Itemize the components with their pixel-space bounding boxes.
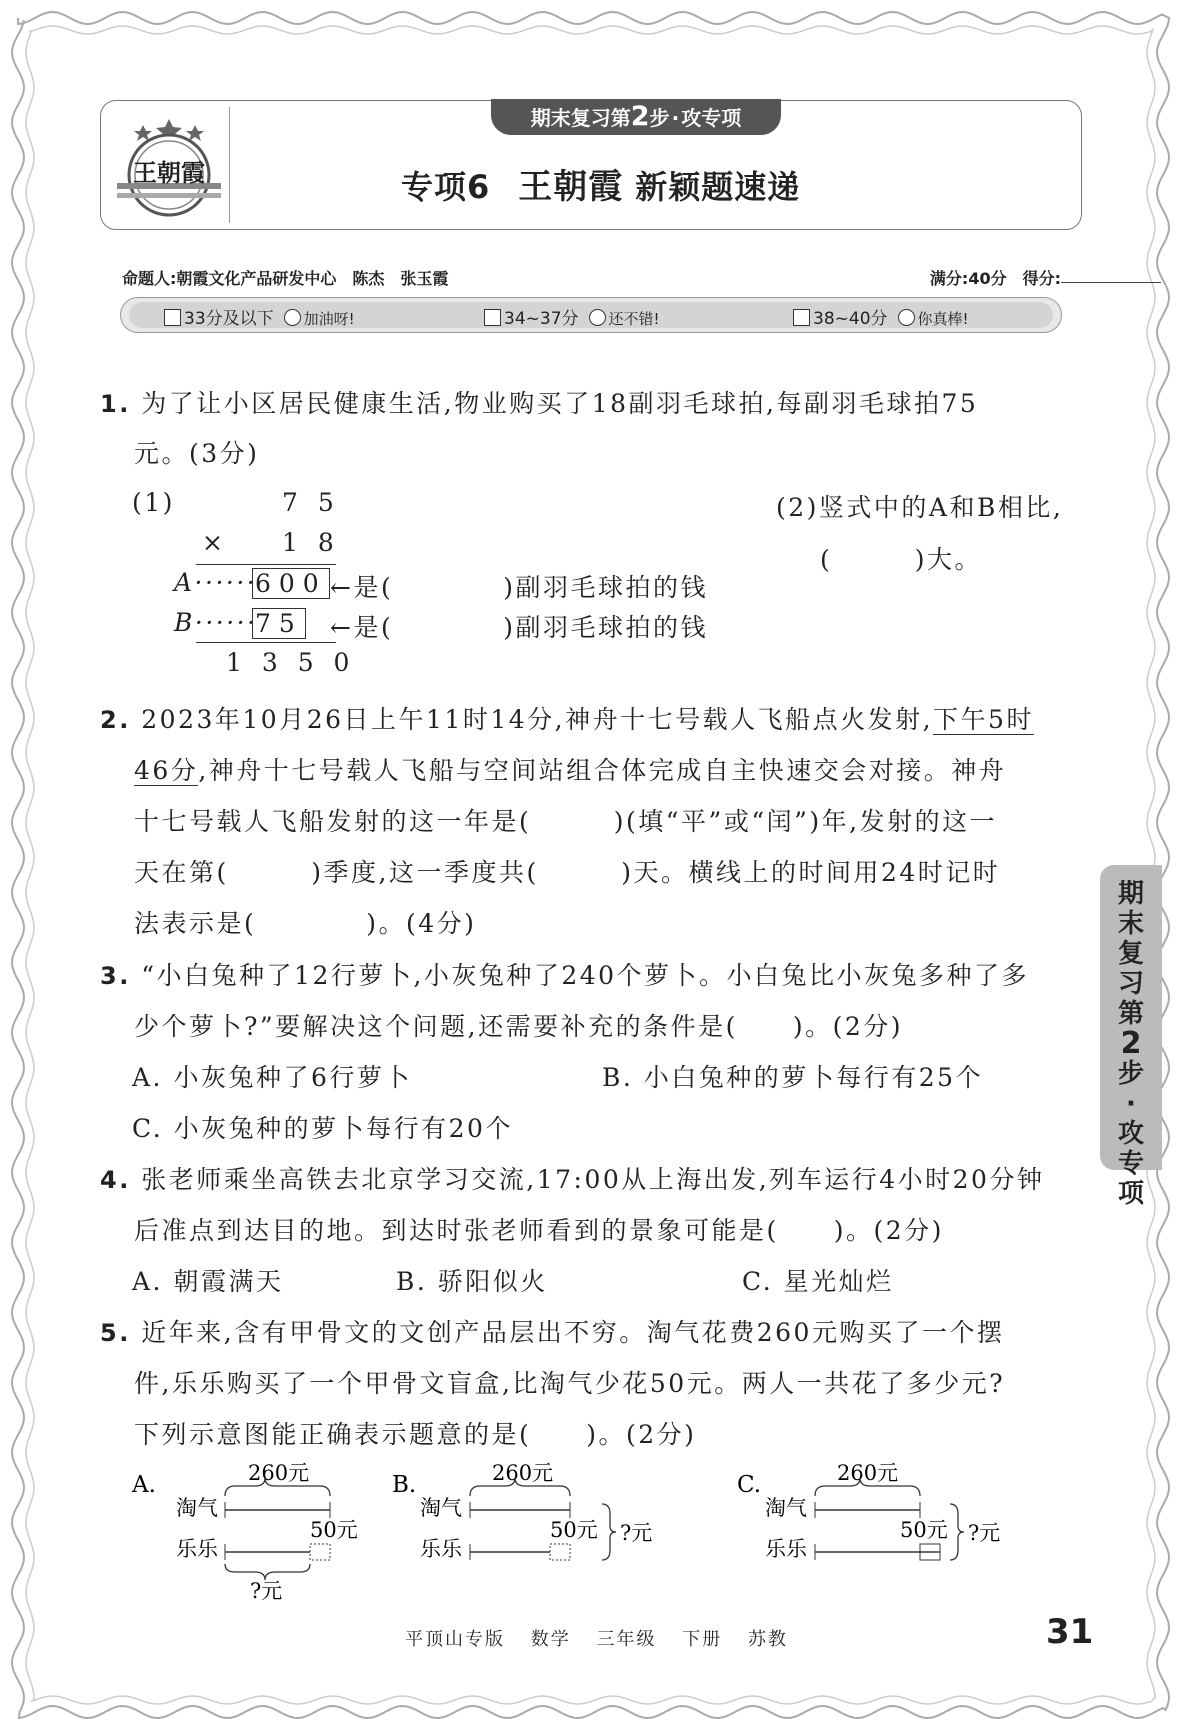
- diagram-b[interactable]: [392, 1461, 652, 1561]
- q1-text-1: 为了让小区居民健康生活,物业购买了18副羽毛球拍,每副羽毛球拍75: [141, 389, 979, 418]
- q4-option-c[interactable]: C. 星光灿烂: [742, 1267, 894, 1296]
- footer-item: 苏教: [747, 1629, 788, 1650]
- row-a-text[interactable]: ←是( )副羽毛球拍的钱: [330, 573, 708, 602]
- diagram-label: A.: [132, 1472, 156, 1498]
- q5-number: 5.: [100, 1319, 131, 1347]
- q5-line-1: [100, 1313, 1004, 1349]
- diagram-c[interactable]: [737, 1461, 1000, 1561]
- page-title: [401, 159, 800, 208]
- step-tab-tail: 攻专项: [681, 106, 742, 130]
- q4-option-a[interactable]: A. 朝霞满天: [132, 1267, 284, 1296]
- q2-line-1: [100, 700, 1034, 736]
- q2-line-2: [134, 751, 1006, 787]
- grade-range: 38~40分: [813, 309, 888, 329]
- side-tab-char: 期: [1117, 879, 1144, 909]
- score-label: 满分:40分 得分:: [929, 269, 1061, 288]
- q1-sub1-label: (1): [132, 488, 175, 517]
- header-divider: [229, 107, 230, 223]
- footer: [405, 1625, 806, 1651]
- q5-text-1: 近年来,含有甲骨文的文创产品层出不穷。淘气花费260元购买了一个摆: [141, 1318, 1005, 1347]
- page-number: 31: [1046, 1612, 1094, 1652]
- q1-sub2-line-1: (2)竖式中的A和B相比,: [776, 493, 1064, 522]
- grade-item-1: [164, 304, 355, 329]
- diagram-row2: 乐乐: [765, 1537, 807, 1561]
- mult-rule-1: [196, 564, 336, 565]
- q2-underlined-time-1: 下午5时: [933, 705, 1034, 734]
- brand-logo: [113, 109, 225, 221]
- row-b-value: [252, 608, 306, 639]
- side-tab-char: 项: [1117, 1179, 1144, 1209]
- row-a-label: A······: [174, 568, 258, 597]
- face-icon: [589, 309, 606, 326]
- grade-range: 33分及以下: [184, 309, 274, 329]
- row-b-box: 75: [252, 608, 306, 639]
- q3-option-b[interactable]: B. 小白兔种的萝卜每行有25个: [602, 1063, 984, 1092]
- score-blank[interactable]: [1061, 266, 1161, 283]
- diagram-label: B.: [392, 1472, 417, 1498]
- grade-item-2: [484, 304, 660, 329]
- grade-comment: 你真棒!: [917, 310, 969, 328]
- diagram-row1: 淘气: [420, 1496, 462, 1520]
- diagram-row1: 淘气: [176, 1496, 218, 1520]
- step-tab: [491, 99, 781, 135]
- side-tab-char: 2: [1120, 1026, 1142, 1061]
- diagram-top: 260元: [248, 1461, 310, 1485]
- diagram-total: ?元: [250, 1579, 283, 1600]
- row-b-text[interactable]: ←是( )副羽毛球拍的钱: [330, 613, 708, 642]
- side-tab-char: 第: [1117, 999, 1144, 1029]
- q2-line-5[interactable]: 法表示是( )。(4分): [134, 909, 477, 938]
- footer-item: 三年级: [596, 1629, 657, 1650]
- q4-line-2[interactable]: 后准点到达目的地。到达时张老师看到的景象可能是( )。(2分): [134, 1216, 944, 1245]
- footer-item: 数学: [530, 1629, 571, 1650]
- q4-line-1: [100, 1160, 1044, 1196]
- author-line: 命题人:朝霞文化产品研发中心 陈杰 张玉霞: [122, 269, 449, 288]
- title-left: 专项6: [401, 168, 491, 206]
- side-tab-char: 攻: [1117, 1119, 1144, 1149]
- mult-bottom: 1 8: [282, 528, 340, 557]
- grade-comment: 加油呀!: [303, 310, 355, 328]
- q3-option-c[interactable]: C. 小灰兔种的萝卜每行有20个: [132, 1114, 513, 1143]
- side-tab-char: 步: [1117, 1059, 1144, 1089]
- mult-rule-2: [196, 642, 336, 643]
- q2-number: 2.: [100, 706, 131, 734]
- q3-text-1: “小白兔种了12行萝卜,小灰兔种了240个萝卜。小白兔比小灰兔多种了多: [141, 961, 1030, 990]
- checkbox[interactable]: [484, 309, 501, 326]
- q3-line-1: [100, 956, 1029, 992]
- header-box: [100, 100, 1082, 230]
- diagram-diff: 50元: [900, 1518, 948, 1542]
- q1-sub2-line-2[interactable]: ( )大。: [820, 545, 983, 574]
- side-tab: [1100, 865, 1162, 1209]
- diagram-total: ?元: [968, 1521, 1001, 1545]
- q4-text-1: 张老师乘坐高铁去北京学习交流,17:00从上海出发,列车运行4小时20分钟: [141, 1165, 1045, 1194]
- grade-comment: 还不错!: [608, 310, 660, 328]
- q1-number: 1.: [100, 390, 131, 418]
- checkbox[interactable]: [164, 309, 181, 326]
- q3-number: 3.: [100, 962, 131, 990]
- q1-line-1: [100, 384, 978, 420]
- q2-text-1a: 2023年10月26日上午11时14分,神舟十七号载人飞船点火发射,: [141, 705, 934, 734]
- q3-line-2[interactable]: 少个萝卜?”要解决这个问题,还需要补充的条件是( )。(2分): [134, 1012, 904, 1041]
- face-icon: [284, 309, 301, 326]
- diagram-diff: 50元: [550, 1518, 598, 1542]
- diagram-total: ?元: [620, 1521, 653, 1545]
- q3-option-a[interactable]: A. 小灰兔种了6行萝卜: [132, 1063, 412, 1092]
- row-b-label: B······: [174, 608, 258, 637]
- grade-bar: [120, 297, 1062, 333]
- mult-top: 7 5: [282, 488, 340, 517]
- footer-item: 平顶山专版: [405, 1629, 505, 1650]
- diagram-row2: 乐乐: [176, 1537, 218, 1561]
- mult-sign: ×: [202, 528, 226, 557]
- q2-line-4[interactable]: 天在第( )季度,这一季度共( )天。横线上的时间用24时记时: [134, 858, 1001, 887]
- q4-option-b[interactable]: B. 骄阳似火: [396, 1267, 548, 1296]
- step-tab-sep: ·: [671, 106, 680, 130]
- diagram-diff: 50元: [310, 1518, 358, 1542]
- side-tab-char: 习: [1117, 969, 1144, 999]
- grade-item-3: [793, 304, 969, 329]
- q5-line-3[interactable]: 下列示意图能正确表示题意的是( )。(2分): [134, 1420, 697, 1449]
- diagram-row1: 淘气: [765, 1496, 807, 1520]
- q2-line-3[interactable]: 十七号载人飞船发射的这一年是( )(填“平”或“闰”)年,发射的这一: [134, 807, 998, 836]
- side-tab-text: [1114, 879, 1148, 1209]
- step-tab-number: 2: [630, 101, 650, 132]
- q5-diagrams: [120, 1460, 1080, 1600]
- side-tab-char: 末: [1117, 909, 1144, 939]
- q2-underlined-time-2: 46分: [134, 756, 199, 785]
- side-tab-char: 专: [1117, 1149, 1144, 1179]
- footer-item: 下册: [682, 1629, 723, 1650]
- grade-range: 34~37分: [504, 309, 579, 329]
- side-tab-char: 复: [1117, 939, 1144, 969]
- title-brand: 王朝霞: [518, 167, 624, 207]
- q5-line-2: 件,乐乐购买了一个甲骨文盲盒,比淘气少花50元。两人一共花了多少元?: [134, 1369, 1006, 1398]
- logo-text: 王朝霞: [133, 158, 205, 187]
- checkbox[interactable]: [793, 309, 810, 326]
- diagram-top: 260元: [492, 1461, 554, 1485]
- q1-line-2: 元。(3分): [134, 439, 260, 468]
- diagram-row2: 乐乐: [420, 1537, 462, 1561]
- diagram-top: 260元: [837, 1461, 899, 1485]
- side-tab-char: ·: [1126, 1089, 1136, 1119]
- row-a-value: [252, 568, 330, 599]
- step-tab-suffix: 步: [649, 106, 670, 130]
- diagram-a[interactable]: [131, 1461, 358, 1600]
- row-a-box: 600: [252, 568, 330, 599]
- mult-result: 1 3 5 0: [226, 648, 356, 677]
- title-right: 新颖题速递: [635, 168, 801, 206]
- step-tab-prefix: 期末复习第: [530, 106, 631, 130]
- face-icon: [898, 309, 915, 326]
- score-line: [930, 266, 1061, 289]
- q4-number: 4.: [100, 1166, 131, 1194]
- q2-text-2b: ,神舟十七号载人飞船与空间站组合体完成自主快速交会对接。神舟: [198, 756, 1007, 785]
- diagram-label: C.: [737, 1472, 762, 1498]
